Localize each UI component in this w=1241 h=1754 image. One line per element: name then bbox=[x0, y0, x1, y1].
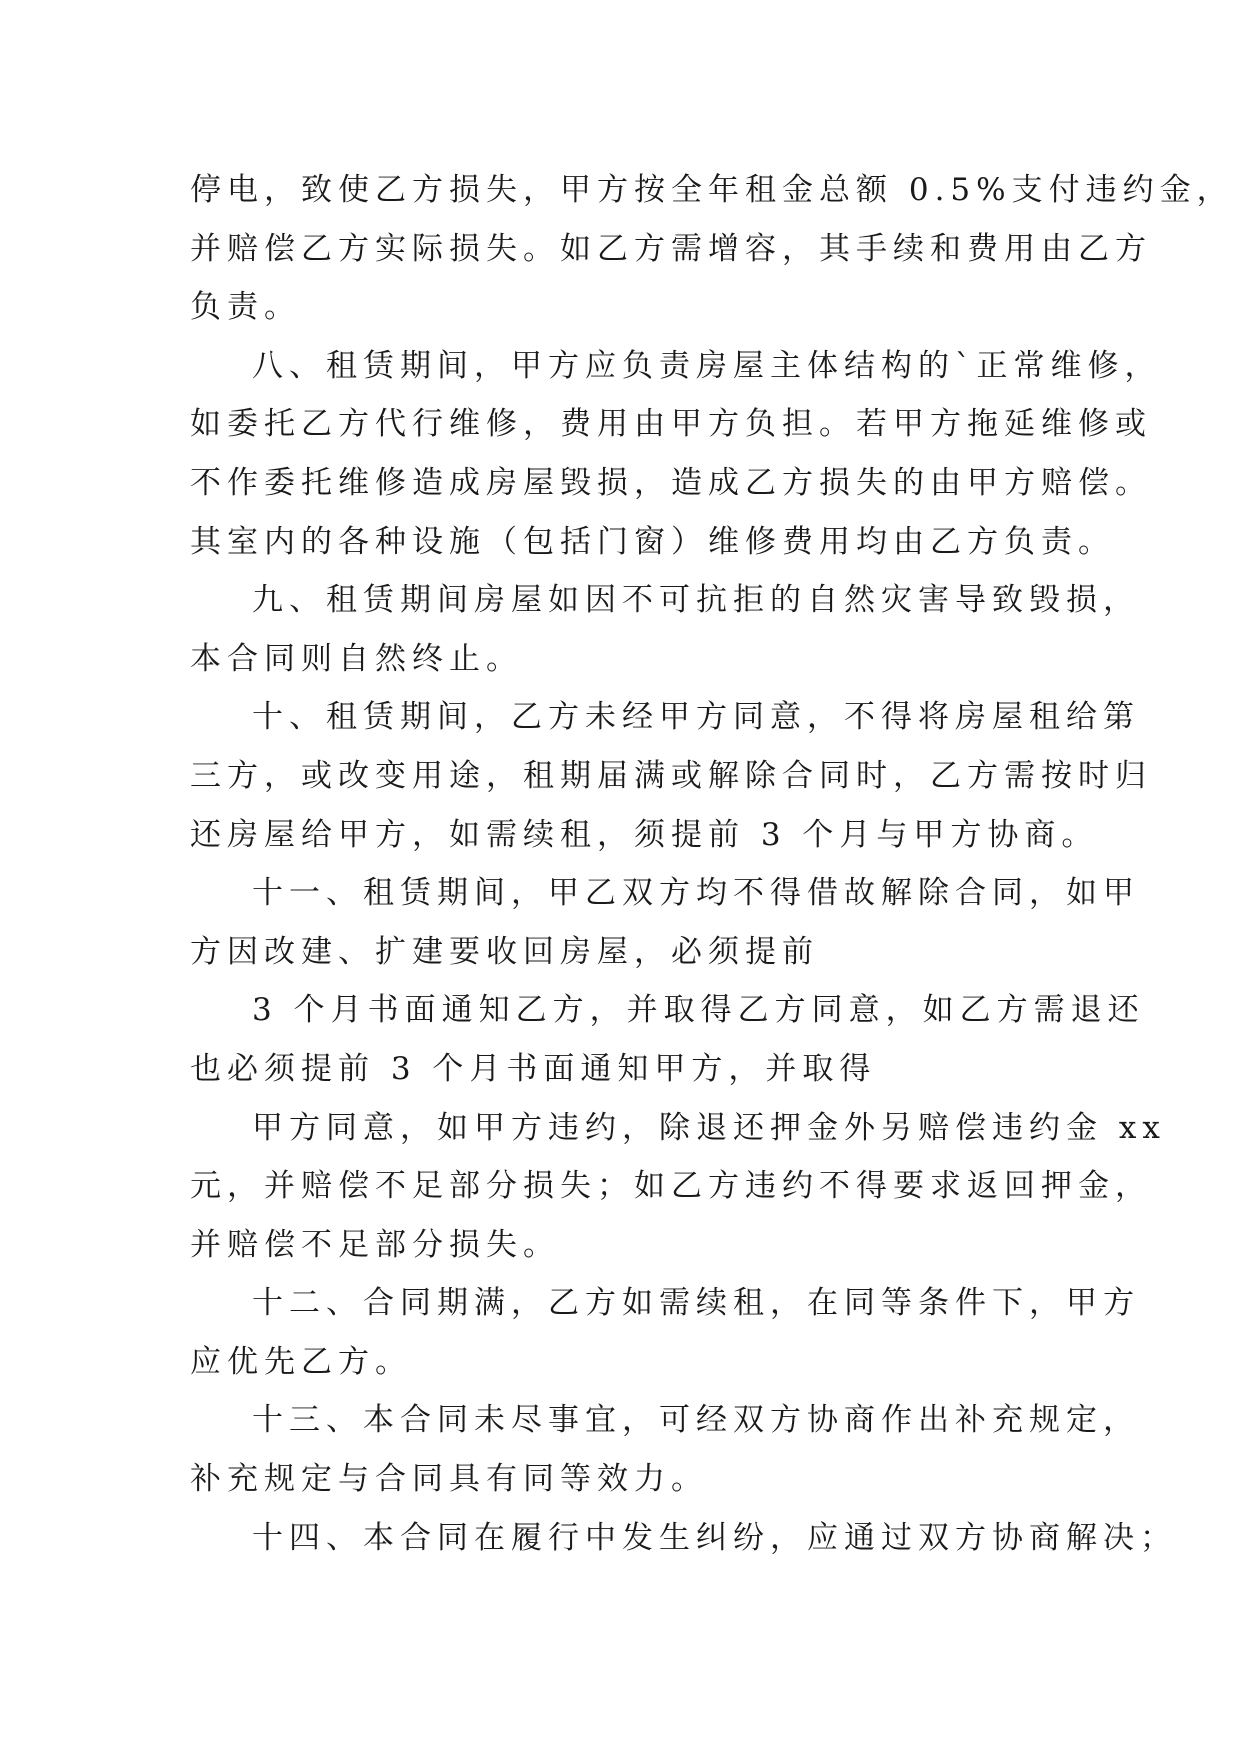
text-line: 不作委托维修造成房屋毁损，造成乙方损失的由甲方赔偿。 bbox=[190, 464, 1152, 501]
clause-8-start: 八、租赁期间，甲方应负责房屋主体结构的`正常维修， bbox=[252, 347, 1162, 384]
text-line: 停电，致使乙方损失，甲方按全年租金总额 0.5%支付违约金， bbox=[190, 172, 1234, 208]
clause-14-start: 十四、本合同在履行中发生纠纷，应通过双方协商解决； bbox=[252, 1519, 1177, 1556]
text-line: 其室内的各种设施（包括门窗）维修费用均由乙方负责。 bbox=[190, 523, 1115, 560]
text-line: 方因改建、扩建要收回房屋，必须提前 bbox=[190, 933, 819, 970]
text-line: 补充规定与合同具有同等效力。 bbox=[190, 1461, 708, 1498]
text-line: 应优先乙方。 bbox=[190, 1343, 412, 1380]
clause-12-start: 十二、合同期满，乙方如需续租，在同等条件下，甲方 bbox=[252, 1285, 1140, 1322]
clause-9-start: 九、租赁期间房屋如因不可抗拒的自然灾害导致毁损， bbox=[252, 582, 1140, 619]
text-line: 甲方同意，如甲方违约，除退还押金外另赔偿违约金 xx bbox=[252, 1109, 1166, 1146]
clause-10-start: 十、租赁期间，乙方未经甲方同意，不得将房屋租给第 bbox=[252, 699, 1140, 736]
text-line: 三方，或改变用途，租期届满或解除合同时，乙方需按时归 bbox=[190, 757, 1152, 794]
text-line: 也必须提前 3 个月书面通知甲方，并取得 bbox=[190, 1050, 877, 1087]
text-line: 并赔偿不足部分损失。 bbox=[190, 1226, 560, 1263]
text-line: 本合同则自然终止。 bbox=[190, 640, 523, 677]
text-line: 还房屋给甲方，如需续租，须提前 3 个月与甲方协商。 bbox=[190, 816, 1099, 853]
text-line: 负责。 bbox=[190, 289, 301, 326]
document-body bbox=[190, 161, 1234, 1567]
text-line: 如委托乙方代行维修，费用由甲方负担。若甲方拖延维修或 bbox=[190, 406, 1152, 443]
clause-11-start: 十一、租赁期间，甲乙双方均不得借故解除合同，如甲 bbox=[252, 875, 1140, 912]
text-line: 并赔偿乙方实际损失。如乙方需增容，其手续和费用由乙方 bbox=[190, 230, 1152, 267]
clause-13-start: 十三、本合同未尽事宜，可经双方协商作出补充规定， bbox=[252, 1402, 1140, 1439]
text-line: 元，并赔偿不足部分损失；如乙方违约不得要求返回押金， bbox=[190, 1168, 1152, 1205]
text-line: 3 个月书面通知乙方，并取得乙方同意，如乙方需退还 bbox=[252, 992, 1145, 1029]
